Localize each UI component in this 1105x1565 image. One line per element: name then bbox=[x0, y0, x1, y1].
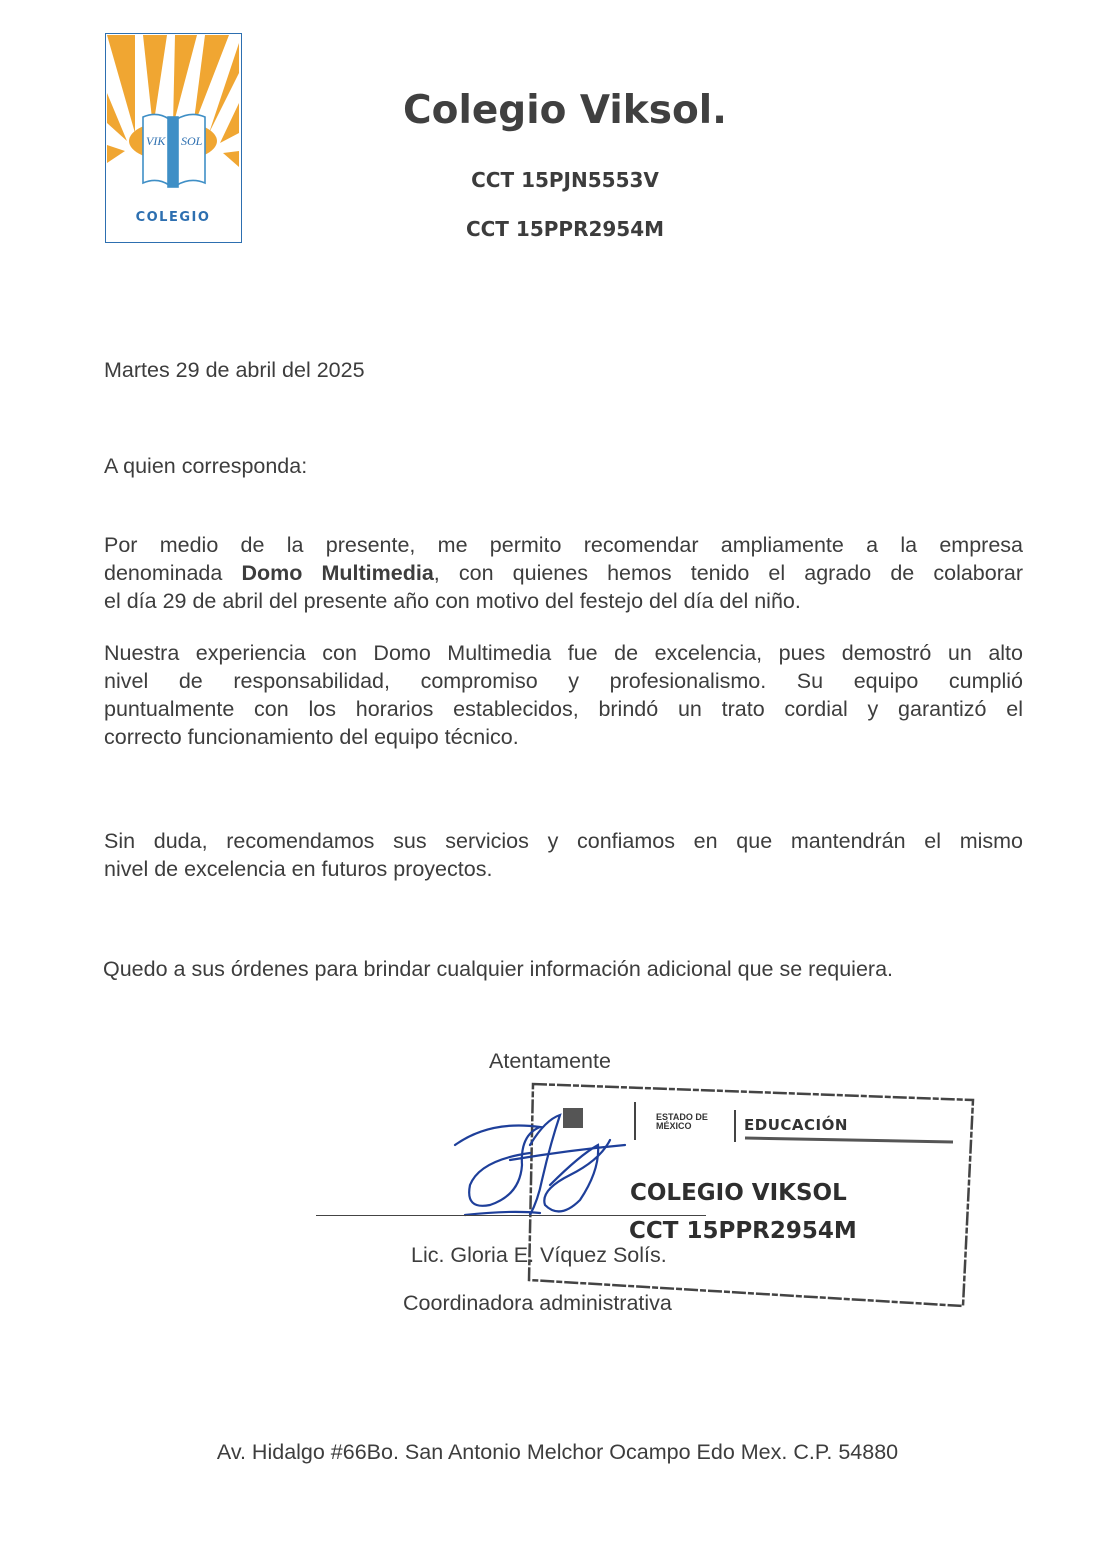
p1-line-2: denominada Domo Multimedia, con quienes hemos tenido el agrado de colaborar bbox=[104, 561, 1023, 585]
stamp-school-name: COLEGIO VIKSOL bbox=[630, 1180, 847, 1206]
letter-greeting: A quien corresponda: bbox=[104, 454, 308, 478]
paragraph-4: Quedo a sus órdenes para brindar cualquier información adicional que se requiera. bbox=[103, 957, 894, 981]
handwritten-signature bbox=[450, 1105, 630, 1220]
stamp-state: ESTADO DE MÉXICO bbox=[656, 1112, 708, 1131]
company-name: Domo Multimedia bbox=[241, 561, 434, 585]
letter-date: Martes 29 de abril del 2025 bbox=[104, 358, 365, 382]
paragraph-1 bbox=[104, 531, 1023, 615]
logo-left-text: VIK bbox=[146, 134, 166, 148]
stamp-cct: CCT 15PPR2954M bbox=[629, 1218, 857, 1244]
signature-line bbox=[316, 1215, 706, 1216]
cct-code-1: CCT 15PJN5553V bbox=[471, 168, 659, 192]
p2-line-4: correcto funcionamiento del equipo técnico. bbox=[104, 725, 519, 749]
paragraph-3 bbox=[104, 827, 1023, 883]
closing: Atentamente bbox=[489, 1049, 611, 1073]
p1-line-3: el día 29 de abril del presente año con motivo del festejo del día del niño. bbox=[104, 589, 801, 613]
p1-line-1: Por medio de la presente, me permito recomendar ampliamente a la empresa bbox=[104, 533, 1023, 557]
cct-code-2: CCT 15PPR2954M bbox=[465, 217, 665, 241]
p2-line-1: Nuestra experiencia con Domo Multimedia fue de excelencia, pues demostró un alto bbox=[104, 641, 1023, 665]
logo-label: COLEGIO bbox=[135, 210, 211, 225]
p3-line-1: Sin duda, recomendamos sus servicios y confiamos en que mantendrán el mismo bbox=[104, 829, 1023, 853]
logo-right-text: SOL bbox=[181, 134, 203, 148]
signer-role: Coordinadora administrativa bbox=[403, 1291, 672, 1315]
stamp-department: EDUCACIÓN bbox=[744, 1116, 848, 1134]
school-logo bbox=[105, 33, 242, 243]
p2-line-2: nivel de responsabilidad, compromiso y profesionalismo. Su equipo cumplió bbox=[104, 669, 1023, 693]
school-name: Colegio Viksol. bbox=[403, 88, 727, 133]
paragraph-2 bbox=[104, 639, 1023, 751]
p2-line-3: puntualmente con los horarios establecidos, brindó un trato cordial y garantizó el bbox=[104, 697, 1023, 721]
p3-line-2: nivel de excelencia en futuros proyectos. bbox=[104, 857, 493, 881]
signer-name: Lic. Gloria E. Víquez Solís. bbox=[411, 1243, 667, 1267]
footer-address: Av. Hidalgo #66Bo. San Antonio Melchor Ocampo Edo Mex. C.P. 54880 bbox=[216, 1440, 899, 1464]
